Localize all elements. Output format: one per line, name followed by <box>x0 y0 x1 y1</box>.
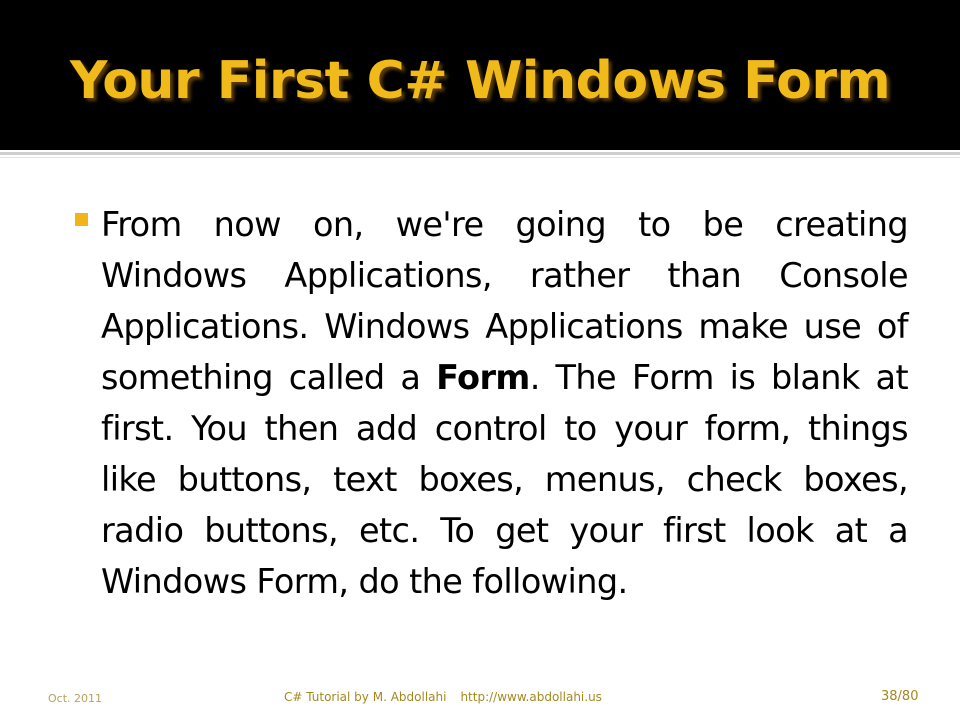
slide-title: Your First C# Windows Form <box>69 51 891 111</box>
slide-number: 38/80 <box>881 689 919 704</box>
paragraph-text-end: . The Form is blank at first. You then add control to your form, things like buttons, text boxes, menus, check boxes, radio buttons, etc. To get your first look at a Windows Form, do the following. <box>101 358 908 601</box>
footer-tutorial: C# Tutorial by M. Abdollahi <box>284 690 447 704</box>
title-divider <box>0 152 960 155</box>
square-bullet-icon <box>75 213 88 226</box>
footer-url[interactable]: http://www.abdollahi.us <box>460 690 602 704</box>
footer-center <box>284 690 602 704</box>
title-divider-thin <box>0 157 960 158</box>
footer-date: Oct. 2011 <box>48 692 103 705</box>
paragraph-text-start: From now on, we're going to be creating Windows Applications, rather than Console Applications. Windows Applications make use of something called a <box>101 205 908 397</box>
bullet-paragraph <box>101 199 908 607</box>
paragraph-bold-term: Form <box>436 358 530 397</box>
